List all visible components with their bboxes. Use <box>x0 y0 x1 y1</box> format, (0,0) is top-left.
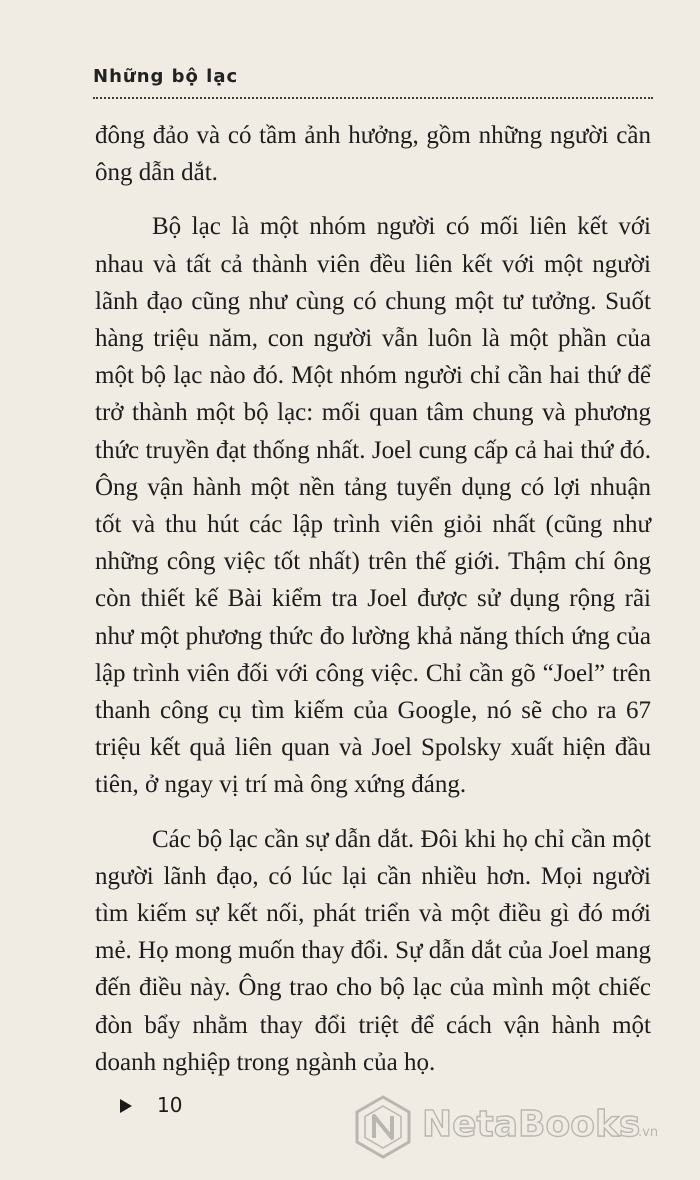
watermark <box>352 1094 682 1160</box>
watermark-brand: NetaBooks <box>422 1104 641 1145</box>
body-text <box>95 117 651 1081</box>
hexagon-n-logo-icon <box>352 1094 414 1160</box>
right-triangle-icon <box>120 1099 132 1113</box>
paragraph-tribe-definition: Bộ lạc là một nhóm người có mối liên kết với nhau và tất cả thành viên đều liên kết với một người lãnh đạo cũng như cùng có chung một tư tưởng. Suốt hàng triệu năm, con người vẫn luôn là một phần của một bộ lạc nào đó. Một nhóm người chỉ cần hai thứ để trở thành một bộ lạc: mối quan tâm chung và phương thức truyền đạt thống nhất. Joel cung cấp cả hai thứ đó. Ông vận hành một nền tảng tuyển dụng có lợi nhuận tốt và thu hút các lập trình viên giỏi nhất (cũng như những công việc tốt nhất) trên thế giới. Thậm chí ông còn thiết kế Bài kiểm tra Joel được sử dụng rộng rãi như một phương thức đo lường khả năng thích ứng của lập trình viên đối với công việc. Chỉ cần gõ “Joel” trên thanh công cụ tìm kiếm của Google, nó sẽ cho ra 67 triệu kết quả liên quan và Joel Spolsky xuất hiện đầu tiên, ở ngay vị trí mà ông xứng đáng. <box>95 213 651 799</box>
page-number: 10 <box>157 1093 183 1117</box>
watermark-suffix: .vn <box>638 1125 659 1140</box>
header-dotted-rule <box>93 97 653 99</box>
paragraph-tribe-leadership: Các bộ lạc cần sự dẫn dắt. Đôi khi họ chỉ cần một người lãnh đạo, có lúc lại cần nhiều hơn. Mọi người tìm kiếm sự kết nối, phát triển và một điều gì đó mới mẻ. Họ mong muốn thay đổi. Sự dẫn dắt của Joel mang đến điều này. Ông trao cho bộ lạc của mình một chiếc đòn bẩy nhằm thay đổi triệt để cách vận hành một doanh nghiệp trong ngành của họ. <box>95 825 651 1076</box>
running-header: Những bộ lạc <box>93 66 239 87</box>
paragraph-continuation: đông đảo và có tầm ảnh hưởng, gồm những người cần ông dẫn dắt. <box>95 122 651 187</box>
